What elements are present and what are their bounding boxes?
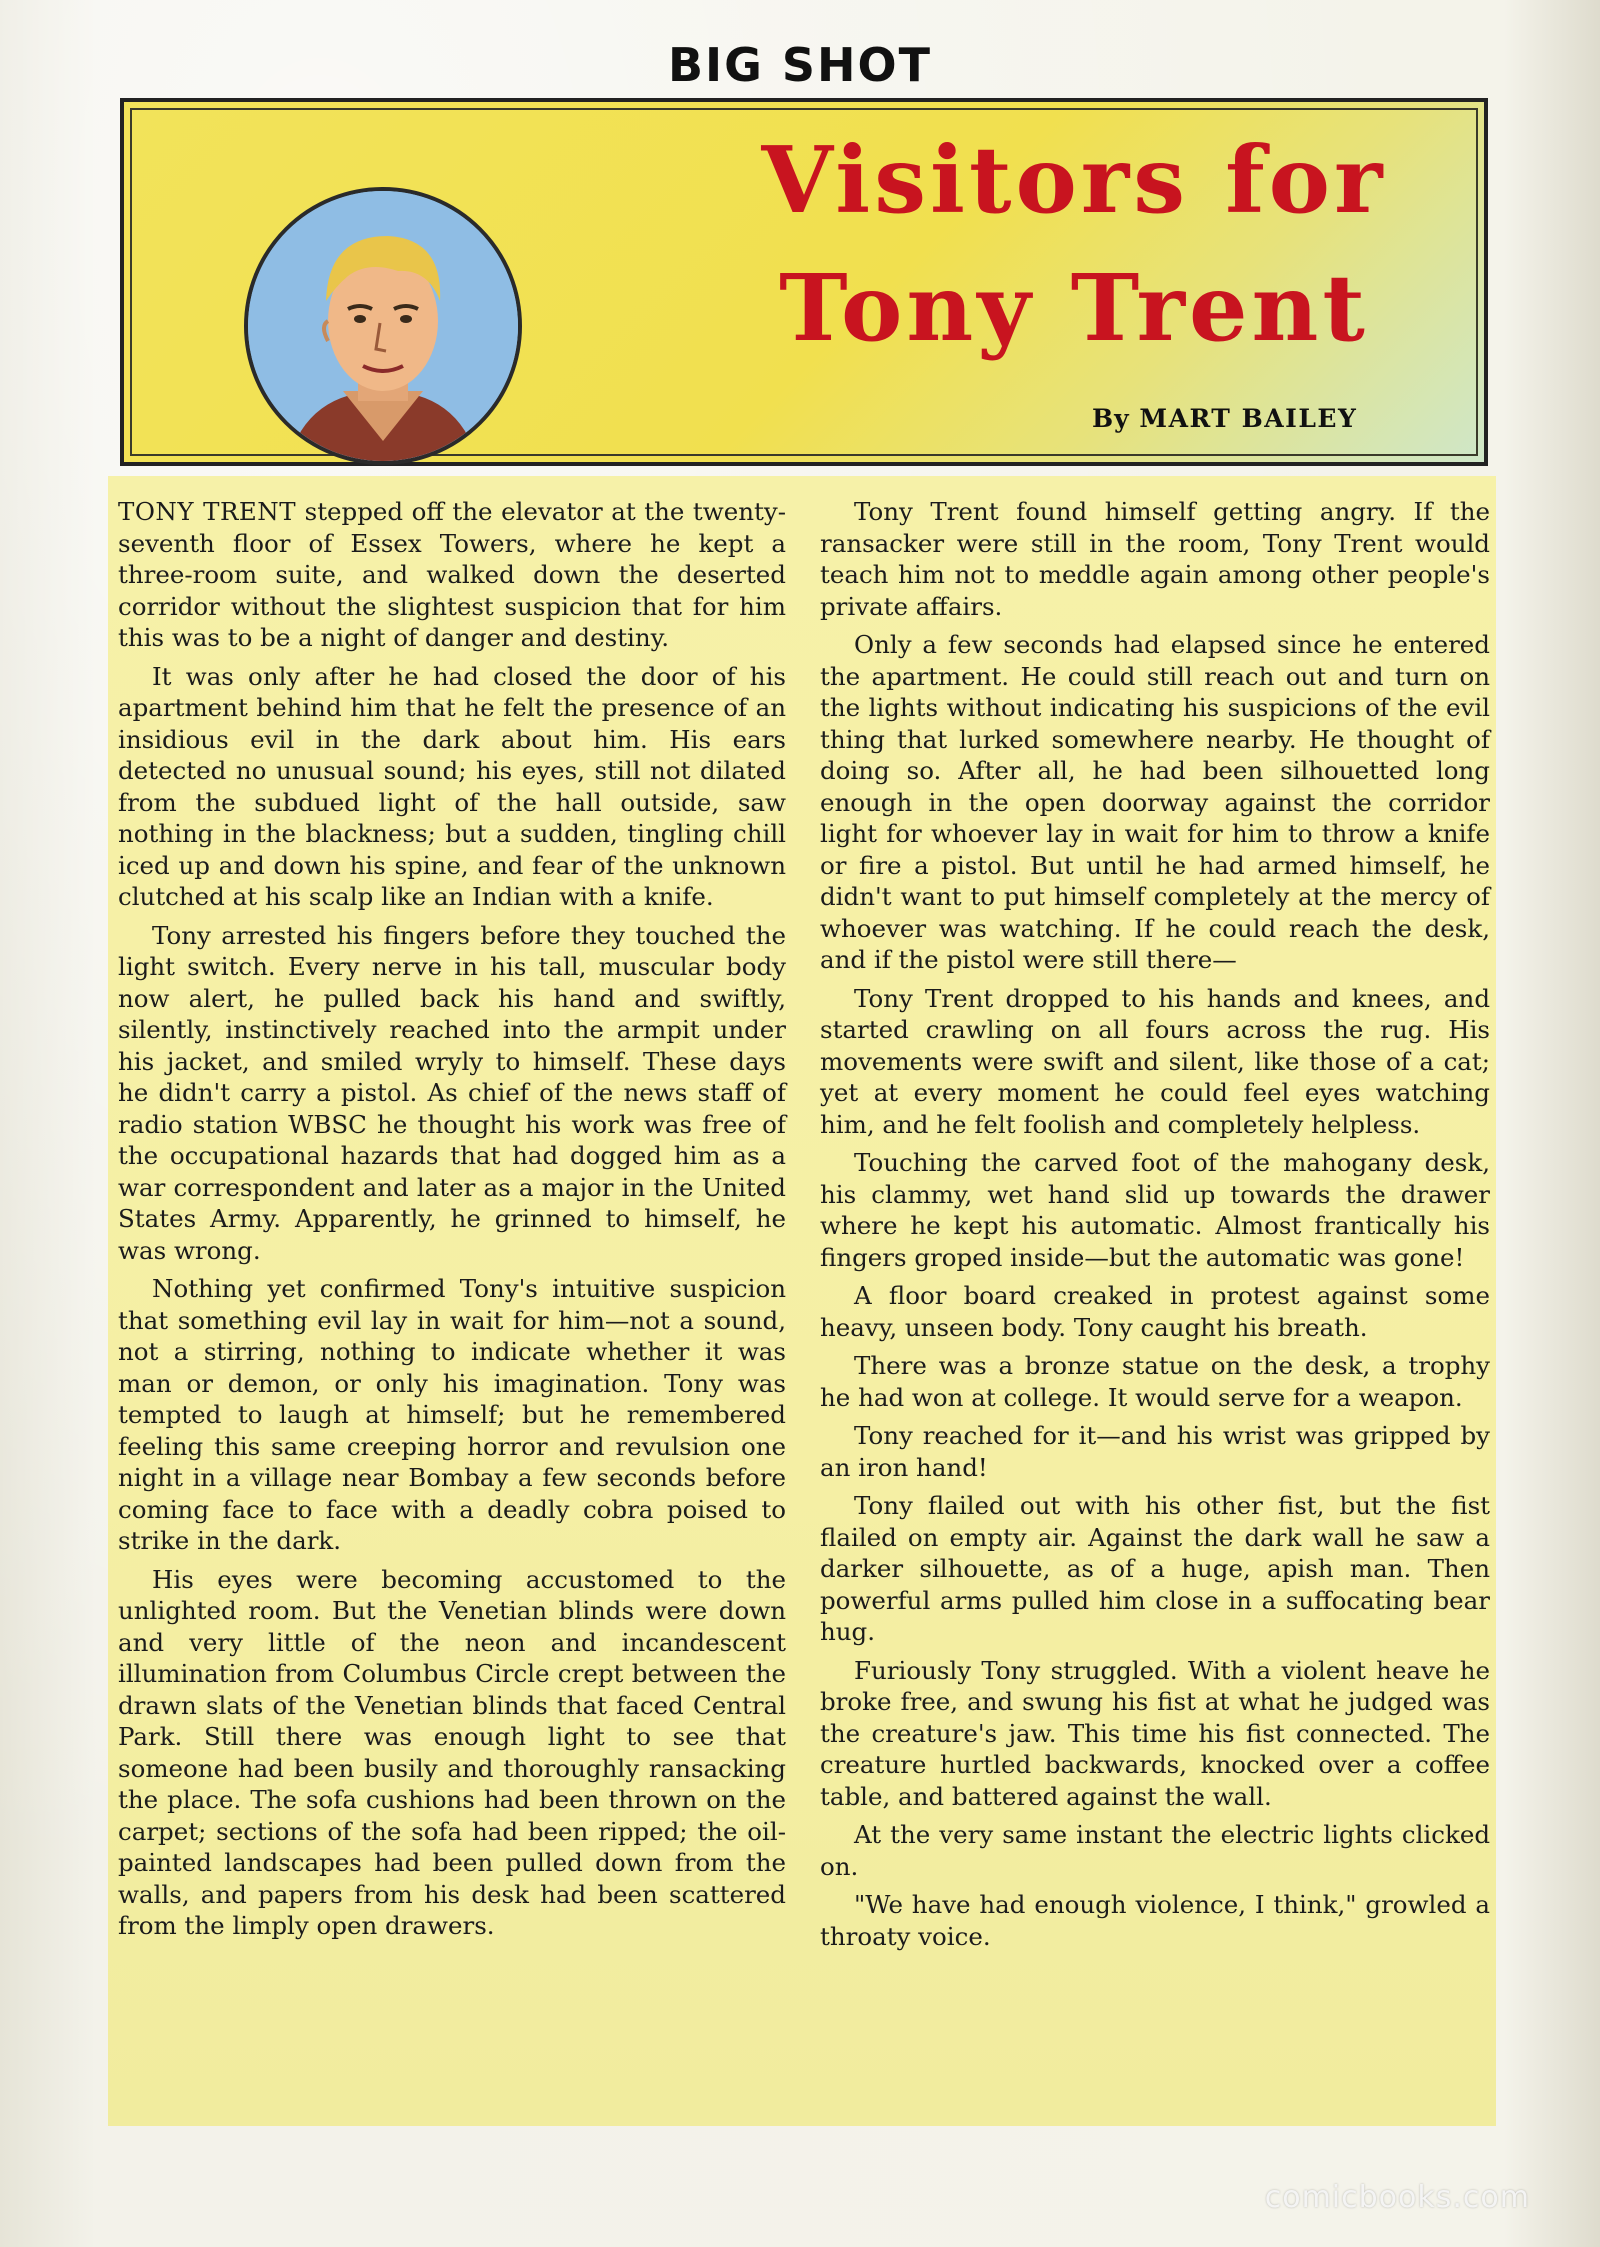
story-title-line-1: Visitors for: [761, 126, 1387, 234]
story-paragraph-text: stepped off the elevator at the twenty-seventh floor of Essex Towers, where he kept a three-room suite, and walked down the deserted corridor without the slightest suspicion that for him this was to be a night of danger and destiny.: [118, 497, 786, 652]
story-paragraph: Touching the carved foot of the mahogany desk, his clammy, wet hand slid up towards the drawer where he kept his automatic. Almost frantically his fingers groped inside—but the automatic was gone!: [820, 1148, 1490, 1272]
man-portrait-icon: [244, 187, 522, 465]
story-paragraph: Tony arrested his fingers before they touched the light switch. Every nerve in his tall, muscular body now alert, he pulled back his hand and swiftly, silently, instinctively reached into the armpit under his jacket, and smiled wryly to himself. These days he didn't carry a pistol. As chief of the news staff of radio station WBSC he thought his work was free of the occupational hazards that had dogged him as a war correspondent and later as a major in the United States Army. Apparently, he grinned to himself, he was wrong.: [118, 920, 786, 1265]
story-paragraph: It was only after he had closed the door of his apartment behind him that he felt the presence of an insidious evil in the dark about him. His ears detected no unusual sound; his eyes, still not dilated from the subdued light of the hall outside, saw nothing in the blackness; but a sudden, tingling chill iced up and down his spine, and fear of the unknown clutched at his scalp like an Indian with a knife.: [118, 661, 786, 911]
site-watermark: comicbooks.com: [1264, 2180, 1530, 2215]
story-paragraph: Tony flailed out with his other fist, but the fist flailed on empty air. Against the dark wall he saw a darker silhouette, as of a huge, apish man. Then powerful arms pulled him close in a suffocating bear hug.: [820, 1491, 1490, 1646]
story-paragraph: [118, 496, 786, 654]
story-paragraph: Furiously Tony struggled. With a violent heave he broke free, and swung his fist at what he judged was the creature's jaw. This time his fist connected. The creature hurtled backwards, knocked over a coffee table, and battered against the wall.: [820, 1655, 1490, 1811]
story-paragraph: Only a few seconds had elapsed since he entered the apartment. He could still reach out and turn on the lights without indicating his suspicions of the evil thing that lurked somewhere nearby. He thought of doing so. After all, he had been silhouetted long enough in the open doorway against the corridor light for whoever lay in wait for him to throw a knife or fire a pistol. But until he had armed himself, he didn't want to put himself completely at the mercy of whoever was watching. If he could reach the desk, and if the pistol were still there—: [820, 630, 1490, 974]
byline-prefix: By: [1092, 404, 1130, 433]
story-paragraph: Nothing yet confirmed Tony's intuitive suspicion that something evil lay in wait for him—not a sound, not a stirring, nothing to indicate whether it was man or demon, or only his imagination. Tony was tempted to laugh at himself; but he remembered feeling this same creeping horror and revulsion one night in a village near Bombay a few seconds before coming face to face with a deadly cobra poised to strike in the dark.: [118, 1274, 786, 1555]
story-paragraph: Tony Trent dropped to his hands and knees, and started crawling on all fours across the rug. His movements were swift and silent, like those of a cat; yet at every moment he could feel eyes watching him, and he felt foolish and completely helpless.: [820, 983, 1490, 1139]
author-name: MART BAILEY: [1139, 404, 1358, 433]
magazine-header: BIG SHOT: [667, 38, 933, 92]
story-paragraph: "We have had enough violence, I think," growled a throaty voice.: [820, 1890, 1490, 1951]
story-paragraph: Tony Trent found himself getting angry. If the ransacker were still in the room, Tony Trent would teach him not to meddle again among other people's private affairs.: [820, 497, 1490, 621]
story-title-banner: [120, 98, 1488, 466]
story-column-left: [118, 496, 786, 1949]
story-paragraph: His eyes were becoming accustomed to the unlighted room. But the Venetian blinds were down and very little of the neon and incandescent illumination from Columbus Circle crept between the drawn slats of the Venetian blinds that faced Central Park. Still there was enough light to see that someone had been busily and thoroughly ransacking the place. The sofa cushions had been thrown on the carpet; sections of the sofa had been ripped; the oil-painted landscapes had been pulled down from the walls, and papers from his desk had been scattered from the limply open drawers.: [118, 1564, 786, 1940]
byline: [1092, 404, 1357, 433]
story-paragraph: Tony reached for it—and his wrist was gripped by an iron hand!: [820, 1421, 1490, 1482]
story-title-line-2: Tony Trent: [779, 254, 1369, 362]
story-lead-words: TONY TRENT: [118, 497, 297, 526]
story-paragraph: There was a bronze statue on the desk, a trophy he had won at college. It would serve for a weapon.: [820, 1351, 1490, 1412]
story-column-right: [820, 496, 1490, 1959]
story-paragraph: At the very same instant the electric lights clicked on.: [820, 1820, 1490, 1881]
story-paragraph: A floor board creaked in protest against some heavy, unseen body. Tony caught his breath.: [820, 1281, 1490, 1342]
